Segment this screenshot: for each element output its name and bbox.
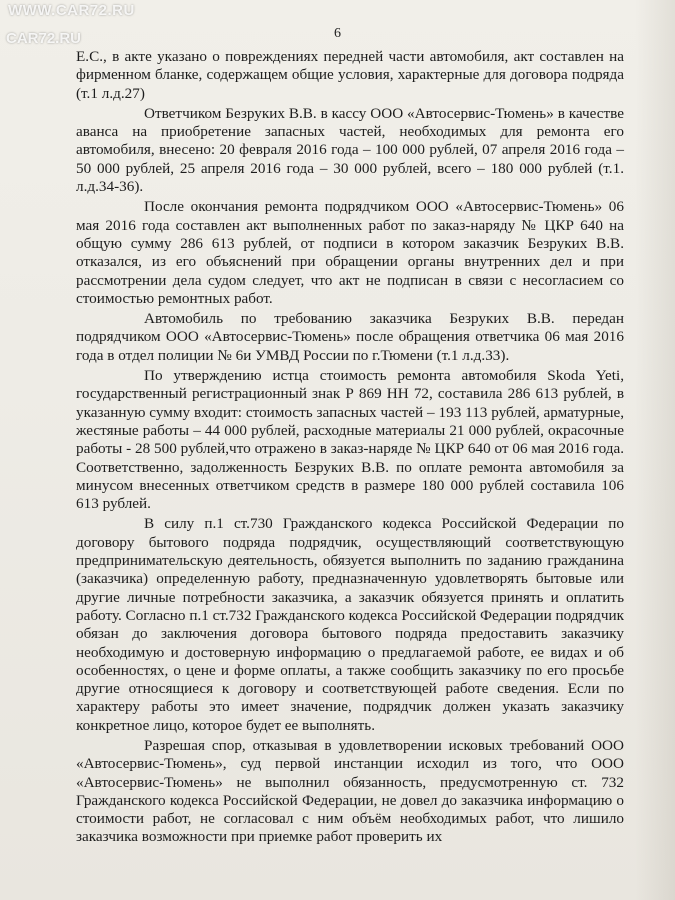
paragraph-advance-payment: Ответчиком Безруких В.В. в кассу ООО «Автосервис-Тюмень» в качестве аванса на приобретение запасных частей, необходимых для ремонта его автомобиля, внесено: 20 февраля 2016 года – 100 000 рублей, 07 апреля 2016 года – 50 000 рублей, 25 апреля 2016 года – 30 000 рублей, всего – 180 000 рублей (т.1. л.д.34-36). [76, 104, 624, 196]
logo-watermark: CAR72.RU [6, 30, 82, 47]
paragraph-civil-code: В силу п.1 ст.730 Гражданского кодекса Российской Федерации по договору бытового подряда подрядчик, осуществляющий соответствующую предпринимательскую деятельность, обязуется выполнить по заданию гражданина (заказчика) определенную работу, предназначенную удовлетворять бытовые или другие личные потребности заказчика, а заказчик обязуется принять и оплатить работу. Согласно п.1 ст.732 Гражданского кодекса Российской Федерации подрядчик обязан до заключения договора бытового подряда предоставить заказчику необходимую и достоверную информацию о предлагаемой работе, ее видах и об особенностях, о цене и форме оплаты, а также сообщить заказчику по его просьбе другие относящиеся к договору и соответствующей работе сведения. Если по характеру работы это имеет значение, подрядчик должен указать заказчику конкретное лицо, которое будет ее выполнять. [76, 515, 624, 734]
site-watermark: WWW.CAR72.RU [8, 2, 135, 19]
page-edge-shadow [635, 0, 675, 900]
paragraph-completion-act: После окончания ремонта подрядчиком ООО «Автосервис-Тюмень» 06 мая 2016 года составлен акт выполненных работ по заказ-наряду № ЦКР 640 на общую сумму 286 613 рублей, от подписи в котором заказчик Безруких В.В. отказался, из его объяснений при обращении органы внутренних дел и при рассмотрении дела судом следует, что акт не подписан в связи с несогласием со стоимостью ремонтных работ. [76, 198, 624, 307]
document-body [76, 48, 624, 849]
paragraph-repair-cost: По утверждению истца стоимость ремонта автомобиля Skoda Yeti, государственный регистрационный знак Р 869 НН 72, составила 286 613 рублей, в указанную сумму входит: стоимость запасных частей – 193 113 рублей, арматурные, жестяные работы – 44 000 рублей, расходные материалы 21 000 рублей, окрасочные работы - 28 500 рублей,что отражено в заказ-наряде № ЦКР 640 от 06 мая 2016 года. Соответственно, задолженность Безруких В.В. по оплате ремонта автомобиля за минусом внесенных ответчиком средств в размере 180 000 рублей составила 106 613 рублей. [76, 367, 624, 513]
paragraph-continuation: Е.С., в акте указано о повреждениях передней части автомобиля, акт составлен на фирменном бланке, содержащем общие условия, характерные для договора подряда (т.1 л.д.27) [76, 48, 624, 102]
page-number: 6 [334, 26, 341, 41]
paragraph-court-ruling: Разрешая спор, отказывая в удовлетворении исковых требований ООО «Автосервис-Тюмень», суд первой инстанции исходил из того, что ООО «Автосервис-Тюмень» не выполнил обязанность, предусмотренную ст. 732 Гражданского кодекса Российской Федерации, не довел до заказчика информацию о стоимости работ, не согласовал с ним объём необходимых работ, что лишило заказчика возможности при приемке работ проверить их [76, 736, 624, 846]
paragraph-vehicle-handover: Автомобиль по требованию заказчика Безруких В.В. передан подрядчиком ООО «Автосервис-Тюмень» после обращения ответчика 06 мая 2016 года в отдел полиции № 6и УМВД России по г.Тюмени (т.1 л.д.33). [76, 310, 624, 364]
